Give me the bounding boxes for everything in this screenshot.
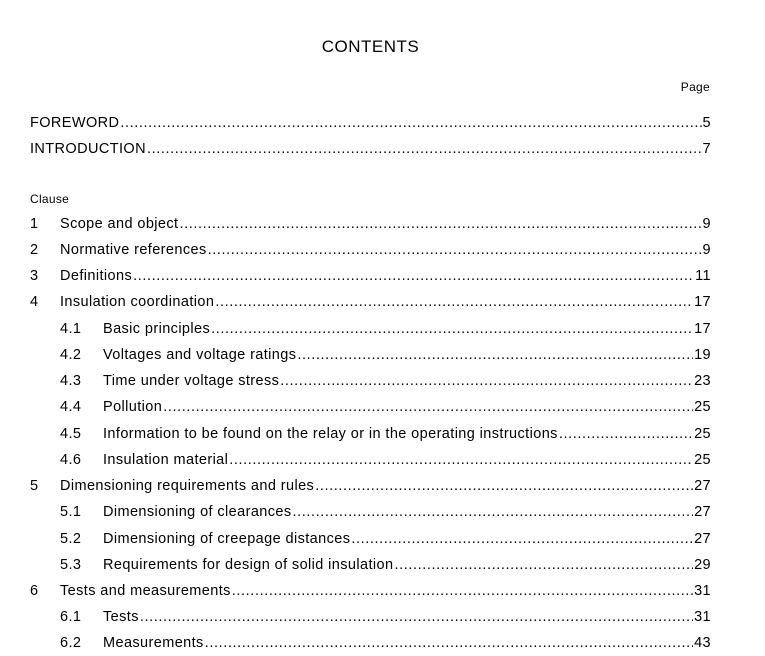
dot-leader [229, 450, 693, 470]
toc-entry-number: 6.1 [60, 609, 82, 625]
dot-leader [280, 371, 693, 391]
toc-entry-title: Tests and measurements [60, 583, 231, 599]
toc-entry-page: 43 [694, 635, 711, 651]
toc-entry-page: 7 [702, 141, 711, 157]
page-column-label: Page [680, 80, 710, 94]
toc-entry-clause-4-6[interactable] [60, 450, 711, 470]
toc-entry-page: 31 [694, 583, 711, 599]
dot-leader [297, 345, 693, 365]
toc-entry-foreword[interactable] [30, 113, 711, 133]
toc-entry-title: Requirements for design of solid insulation [103, 557, 394, 573]
toc-entry-clause-6[interactable] [30, 581, 711, 601]
dot-leader [559, 424, 693, 444]
toc-entry-number: 5 [30, 478, 39, 494]
toc-entry-clause-4-5[interactable] [60, 424, 711, 444]
toc-entry-page: 25 [694, 452, 711, 468]
clause-column-label: Clause [30, 192, 70, 206]
toc-entry-clause-3[interactable] [30, 266, 711, 286]
toc-entry-clause-4-1[interactable] [60, 319, 711, 339]
toc-entry-clause-6-1[interactable] [60, 607, 711, 627]
toc-entry-page: 17 [694, 294, 711, 310]
toc-entry-page: 19 [694, 347, 711, 363]
toc-entry-page: 31 [694, 609, 711, 625]
toc-entry-title: Measurements [103, 635, 204, 651]
toc-entry-number: 4.4 [60, 399, 82, 415]
toc-entry-number: 4 [30, 294, 39, 310]
toc-entry-page: 5 [702, 115, 711, 131]
toc-entry-title: INTRODUCTION [30, 141, 146, 157]
toc-entry-title: Dimensioning of clearances [103, 504, 292, 520]
toc-entry-page: 27 [694, 531, 711, 547]
toc-entry-number: 3 [30, 268, 39, 284]
toc-entry-clause-5[interactable] [30, 476, 711, 496]
toc-entry-title: Voltages and voltage ratings [103, 347, 297, 363]
toc-entry-introduction[interactable] [30, 139, 711, 159]
dot-leader [147, 139, 702, 159]
toc-entry-title: Insulation material [103, 452, 229, 468]
dot-leader [211, 319, 693, 339]
toc-entry-clause-4[interactable] [30, 292, 711, 312]
toc-entry-number: 5.3 [60, 557, 82, 573]
toc-entry-clause-2[interactable] [30, 240, 711, 260]
dot-leader [215, 292, 693, 312]
toc-entry-clause-6-2[interactable] [60, 633, 711, 653]
toc-entry-page: 29 [694, 557, 711, 573]
toc-entry-title: Normative references [60, 242, 207, 258]
toc-entry-clause-4-4[interactable] [60, 397, 711, 417]
toc-entry-page: 27 [694, 478, 711, 494]
toc-entry-page: 25 [694, 426, 711, 442]
toc-entry-page: 9 [702, 242, 711, 258]
toc-entry-clause-1[interactable] [30, 214, 711, 234]
toc-entry-number: 4.2 [60, 347, 82, 363]
dot-leader [208, 240, 702, 260]
toc-entry-number: 4.5 [60, 426, 82, 442]
toc-entry-clause-4-3[interactable] [60, 371, 711, 391]
dot-leader [120, 113, 701, 133]
toc-entry-title: Dimensioning requirements and rules [60, 478, 315, 494]
toc-entry-number: 4.1 [60, 321, 82, 337]
toc-entry-number: 2 [30, 242, 39, 258]
toc-entry-title: Tests [103, 609, 139, 625]
toc-entry-title: FOREWORD [30, 115, 120, 131]
toc-entry-number: 4.6 [60, 452, 82, 468]
toc-entry-page: 25 [694, 399, 711, 415]
toc-entry-number: 1 [30, 216, 39, 232]
toc-entry-number: 6.2 [60, 635, 82, 651]
toc-entry-title: Insulation coordination [60, 294, 215, 310]
toc-entry-page: 27 [694, 504, 711, 520]
toc-entry-page: 23 [694, 373, 711, 389]
toc-entry-page: 11 [695, 268, 711, 284]
dot-leader [315, 476, 693, 496]
toc-entry-title: Definitions [60, 268, 133, 284]
toc-entry-title: Time under voltage stress [103, 373, 280, 389]
toc-entry-clause-5-2[interactable] [60, 529, 711, 549]
toc-entry-number: 4.3 [60, 373, 82, 389]
toc-entry-page: 17 [694, 321, 711, 337]
dot-leader [179, 214, 701, 234]
toc-entry-page: 9 [702, 216, 711, 232]
dot-leader [133, 266, 694, 286]
toc-title: CONTENTS [321, 37, 420, 56]
dot-leader [140, 607, 693, 627]
toc-entry-clause-4-2[interactable] [60, 345, 711, 365]
toc-entry-number: 5.1 [60, 504, 82, 520]
toc-entry-title: Information to be found on the relay or in the operating instructions [103, 426, 558, 442]
dot-leader [293, 502, 694, 522]
dot-leader [351, 529, 693, 549]
toc-entry-number: 5.2 [60, 531, 82, 547]
dot-leader [394, 555, 693, 575]
toc-entry-title: Scope and object [60, 216, 179, 232]
toc-entry-clause-5-1[interactable] [60, 502, 711, 522]
toc-entry-clause-5-3[interactable] [60, 555, 711, 575]
dot-leader [232, 581, 693, 601]
toc-entry-title: Pollution [103, 399, 163, 415]
dot-leader [163, 397, 693, 417]
toc-entry-title: Basic principles [103, 321, 211, 337]
toc-entry-number: 6 [30, 583, 39, 599]
dot-leader [205, 633, 693, 653]
toc-entry-title: Dimensioning of creepage distances [103, 531, 351, 547]
